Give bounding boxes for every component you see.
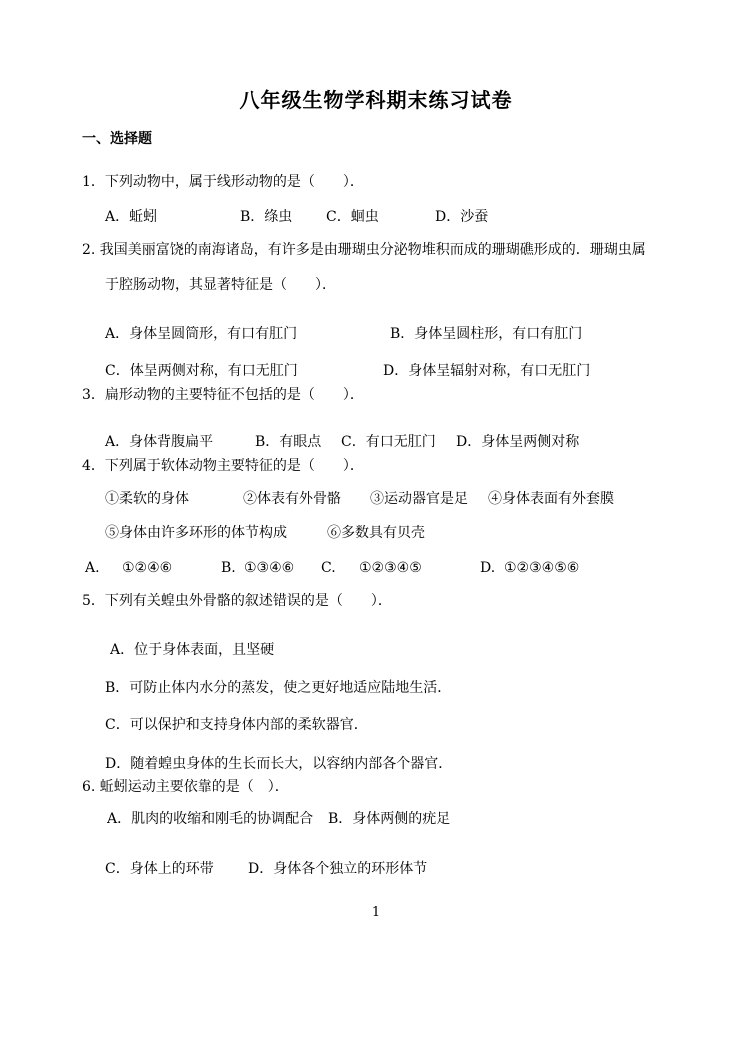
question-6-option-c: C．身体上的环带 <box>105 861 214 877</box>
question-2-stem-line-1: 2. 我国美丽富饶的南海诸岛，有许多是由珊瑚虫分泌物堆积而成的珊瑚礁形成的．珊瑚虫属 <box>82 242 646 258</box>
question-4-option-d: ①②③④⑤⑥ <box>504 560 580 576</box>
question-4-option-c: ①②③④⑤ <box>359 560 422 576</box>
question-3-option-b: B．有眼点 <box>255 434 322 450</box>
question-3-option-a: A．身体背腹扁平 <box>105 434 214 450</box>
page-number: 1 <box>371 905 381 920</box>
question-1-option-d: D．沙蚕 <box>435 209 489 225</box>
page-title: 八年级生物学科期末练习试卷 <box>239 88 513 112</box>
question-2-option-c: C．体呈两侧对称，有口无肛门 <box>105 363 298 379</box>
question-4-item-3: ③运动器官是足 <box>370 491 468 507</box>
question-2-stem-line-2: 于腔肠动物，其显著特征是（ ）． <box>105 277 336 293</box>
question-1-option-c: C．蛔虫 <box>326 209 379 225</box>
question-5-option-b: B．可防止体内水分的蒸发，使之更好地适应陆地生活． <box>105 680 452 696</box>
question-4-option-b-label: B. <box>221 560 236 576</box>
question-5-option-a: A．位于身体表面，且坚硬 <box>110 642 275 658</box>
question-5-option-c: C．可以保护和支持身体内部的柔软器官． <box>105 717 368 733</box>
question-4-stem: 4．下列属于软体动物主要特征的是（ ）． <box>82 458 364 474</box>
question-4-item-6: ⑥多数具有贝壳 <box>327 525 425 541</box>
question-3-option-c: C．有口无肛门 <box>341 434 436 450</box>
question-4-item-4: ④身体表面有外套膜 <box>488 491 614 507</box>
question-4-option-a: ①②④⑥ <box>122 560 173 576</box>
question-6-option-b: B．身体两侧的疣足 <box>328 811 451 827</box>
question-1-option-b: B．绦虫 <box>240 209 293 225</box>
question-6-stem: 6. 蚯蚓运动主要依靠的是（ ）． <box>82 779 289 795</box>
question-2-option-a: A．身体呈圆筒形，有口有肛门 <box>105 326 298 342</box>
section-heading: 一、选择题 <box>82 131 152 147</box>
question-4-option-b: ①③④⑥ <box>244 560 295 576</box>
question-5-stem: 5．下列有关蝗虫外骨骼的叙述错误的是（ ）． <box>82 593 392 609</box>
question-6-option-a: A．肌肉的收缩和刚毛的协调配合 <box>107 811 314 827</box>
question-4-option-a-label: A. <box>85 560 100 576</box>
question-1-option-a: A．蚯蚓 <box>105 209 158 225</box>
question-2-option-d: D．身体呈辐射对称，有口无肛门 <box>383 363 591 379</box>
question-5-option-d: D．随着蝗虫身体的生长而长大，以容纳内部各个器官． <box>105 756 453 772</box>
question-4-item-1: ①柔软的身体 <box>105 491 189 507</box>
question-1-stem: 1．下列动物中，属于线形动物的是（ ）． <box>82 174 364 190</box>
question-4-item-2: ②体表有外骨骼 <box>243 491 341 507</box>
question-4-item-5: ⑤身体由许多环形的体节构成 <box>105 525 287 541</box>
question-3-option-d: D．身体呈两侧对称 <box>456 434 580 450</box>
question-6-option-d: D．身体各个独立的环形体节 <box>248 861 428 877</box>
question-4-option-d-label: D. <box>480 560 496 576</box>
question-3-stem: 3．扁形动物的主要特征不包括的是（ ）． <box>82 387 364 403</box>
question-4-option-c-label: C. <box>321 560 336 576</box>
question-2-option-b: B．身体呈圆柱形，有口有肛门 <box>390 326 583 342</box>
